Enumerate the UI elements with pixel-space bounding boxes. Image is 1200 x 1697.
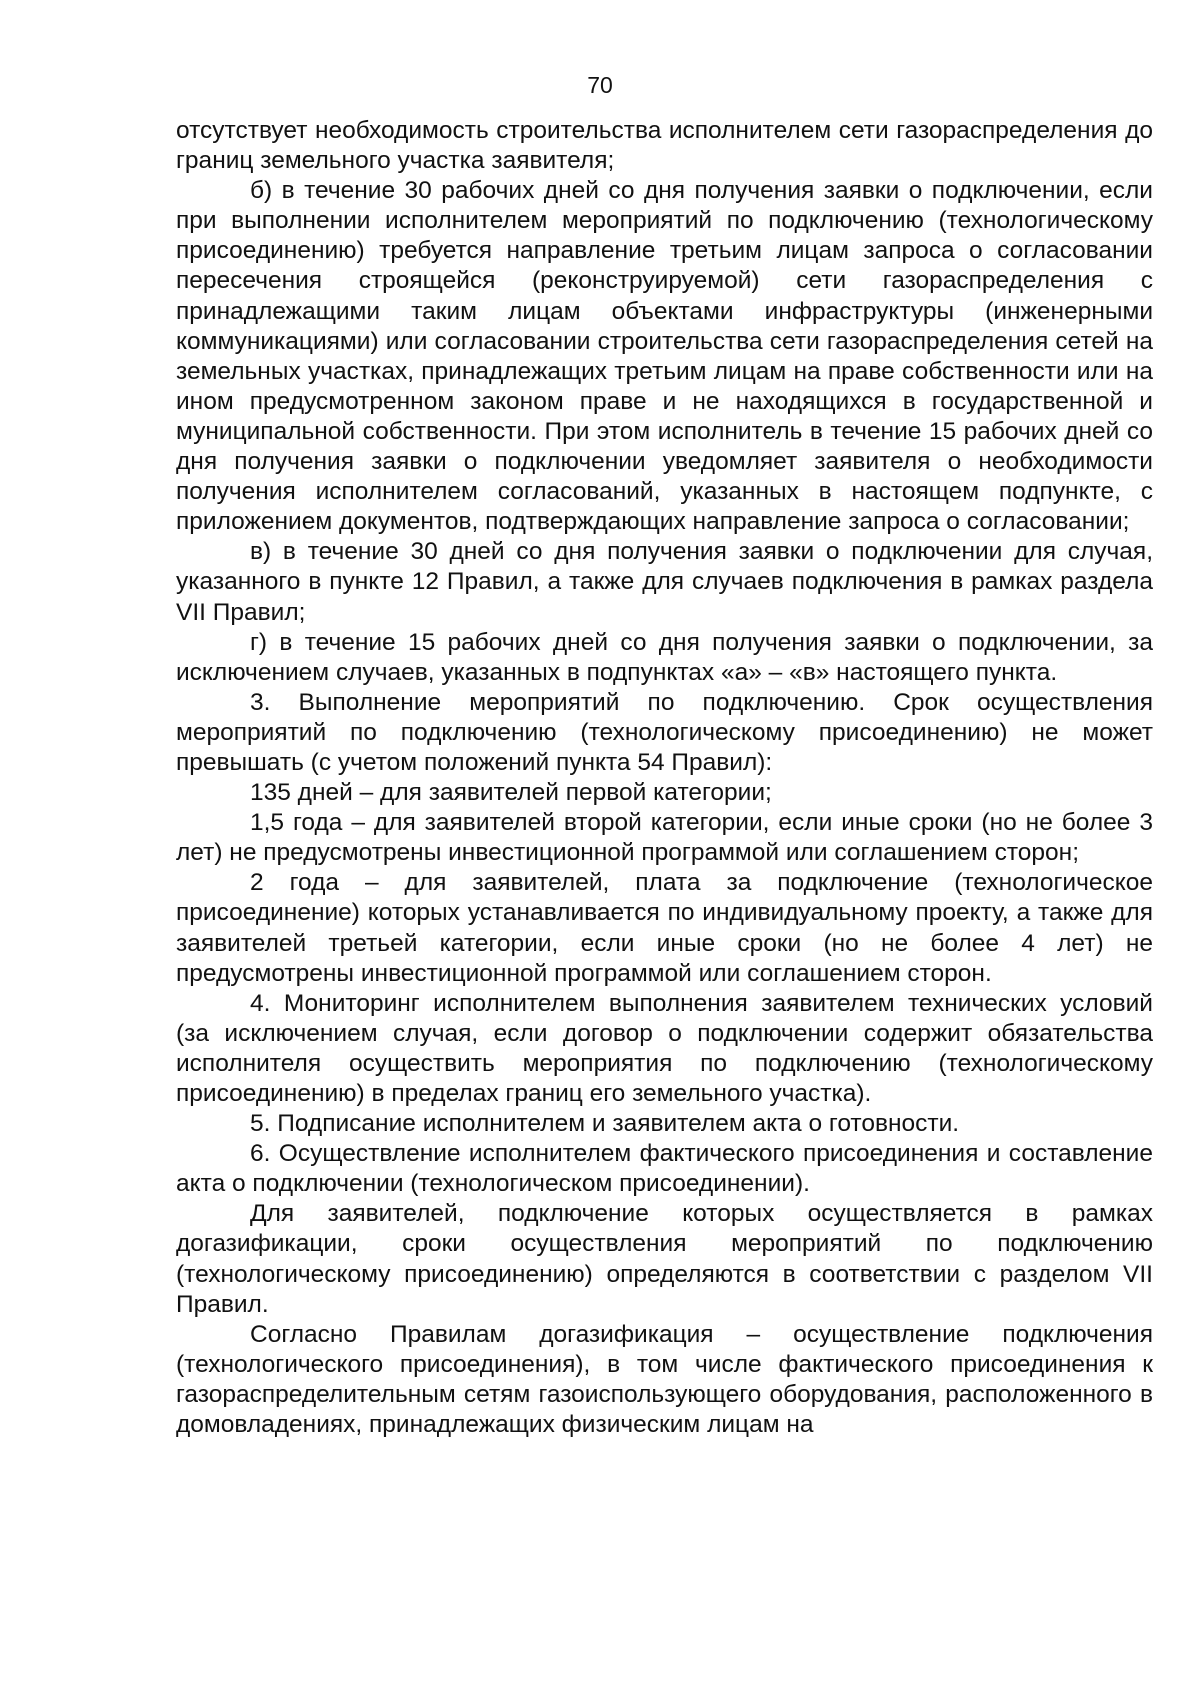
paragraph-dogazification-terms: Для заявителей, подключение которых осуществляется в рамках догазификации, сроки осуществления мероприятий по подключению (технологическому присоединению) определяются в соответствии с разделом VII Правил. bbox=[176, 1200, 1153, 1318]
paragraph-term-first-category: 135 дней – для заявителей первой категории; bbox=[250, 779, 772, 807]
paragraph-item-g: г) в течение 15 рабочих дней со дня получения заявки о подключении, за исключением случаев, указанных в подпунктах «а» – «в» настоящего пункта. bbox=[176, 628, 1153, 686]
paragraph-term-third-category: 2 года – для заявителей, плата за подключение (технологическое присоединение) которых устанавливается по индивидуальному проекту, а также для заявителей третьей категории, если иные сроки (но не более 4 лет) не предусмотрены инвестиционной программой или соглашением сторон. bbox=[176, 869, 1153, 987]
paragraph-item-5: 5. Подписание исполнителем и заявителем акта о готовности. bbox=[250, 1110, 960, 1138]
paragraph-continuation: отсутствует необходимость строительства исполнителем сети газораспределения до границ земельного участка заявителя; bbox=[176, 117, 1153, 175]
paragraph-item-4: 4. Мониторинг исполнителем выполнения заявителем технических условий (за исключением случая, если договор о подключении содержит обязательства исполнителя осуществить мероприятия по подключению (технологическому присоединению) в пределах границ его земельного участка). bbox=[176, 989, 1153, 1107]
paragraph-item-b: б) в течение 30 рабочих дней со дня получения заявки о подключении, если при выполнении исполнителем мероприятий по подключению (технологическому присоединению) требуется направление третьим лицам запроса о согласовании пересечения строящейся (реконструируемой) сети газораспределения с принадлежащими таким лицам объектами инфраструктуры (инженерными коммуникациями) или согласовании строительства сети газораспределения сетей на земельных участках, принадлежащих третьим лицам на праве собственности или на ином предусмотренном законом праве и не находящихся в государственной и муниципальной собственности. При этом исполнитель в течение 15 рабочих дней со дня получения заявки о подключении уведомляет заявителя о необходимости получения исполнителем согласований, указанных в настоящем подпункте, с приложением документов, подтверждающих направление запроса о согласовании; bbox=[176, 177, 1153, 536]
paragraph-item-3: 3. Выполнение мероприятий по подключению. Срок осуществления мероприятий по подключению (технологическому присоединению) не может превышать (с учетом положений пункта 54 Правил): bbox=[176, 688, 1153, 776]
body-text bbox=[176, 116, 1153, 1440]
paragraph-dogazification-definition: Согласно Правилам догазификация – осуществление подключения (технологического присоединения), в том числе фактического присоединения к газораспределительным сетям газоиспользующего оборудования, расположенного в домовладениях, принадлежащих физическим лицам на bbox=[176, 1320, 1153, 1439]
paragraph-item-v: в) в течение 30 дней со дня получения заявки о подключении для случая, указанного в пункте 12 Правил, а также для случаев подключения в рамках раздела VII Правил; bbox=[176, 538, 1153, 626]
paragraph-term-second-category: 1,5 года – для заявителей второй категории, если иные сроки (но не более 3 лет) не предусмотрены инвестиционной программой или соглашением сторон; bbox=[176, 809, 1153, 867]
page-number: 70 bbox=[587, 72, 613, 98]
paragraph-item-6: 6. Осуществление исполнителем фактического присоединения и составление акта о подключении (технологическом присоединении). bbox=[176, 1140, 1153, 1198]
